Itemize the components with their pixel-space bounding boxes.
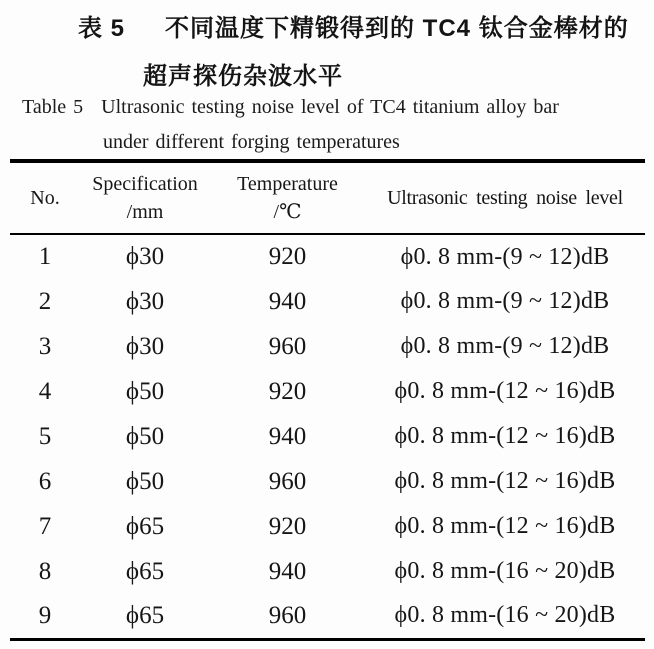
table-row xyxy=(10,504,645,549)
cell-specification: ϕ65 xyxy=(125,512,165,540)
table-header xyxy=(10,161,645,234)
table-title-english-text: Ultrasonic testing noise level of TC4 titanium alloy bar xyxy=(101,96,559,118)
cell-temperature: 960 xyxy=(268,601,307,629)
col-header-temperature xyxy=(210,161,365,234)
data-table xyxy=(10,159,645,641)
col-header-no xyxy=(10,161,80,234)
cell-noise-level: ϕ0. 8 mm-(16 ~ 20)dB xyxy=(394,602,616,629)
cell-specification: ϕ30 xyxy=(125,287,165,315)
cell-specification: ϕ65 xyxy=(125,601,165,629)
cell-temperature: 940 xyxy=(268,557,307,585)
cell-specification: ϕ65 xyxy=(125,557,165,585)
cell-no: 7 xyxy=(38,512,52,540)
cell-noise-level: ϕ0. 8 mm-(9 ~ 12)dB xyxy=(400,288,610,314)
cell-no: 3 xyxy=(38,332,52,360)
cell-temperature: 920 xyxy=(268,377,307,405)
col-header-specification-unit: /mm xyxy=(126,201,164,223)
cell-no: 2 xyxy=(38,287,52,315)
cell-temperature: 960 xyxy=(268,467,307,495)
cell-specification: ϕ50 xyxy=(125,467,165,495)
table-row xyxy=(10,369,645,414)
cell-noise-level: ϕ0. 8 mm-(12 ~ 16)dB xyxy=(394,513,616,539)
col-header-noise-level xyxy=(365,161,645,234)
table-body xyxy=(10,234,645,639)
cell-specification: ϕ30 xyxy=(125,243,165,270)
table-row xyxy=(10,234,645,279)
table-row xyxy=(10,549,645,594)
col-header-specification-label: Specification xyxy=(92,173,198,195)
col-header-temperature-label: Temperature xyxy=(237,173,338,195)
header-row xyxy=(10,161,645,234)
col-header-specification xyxy=(80,161,210,234)
cell-specification: ϕ30 xyxy=(125,332,165,360)
cell-no: 8 xyxy=(38,557,52,585)
cell-noise-level: ϕ0. 8 mm-(12 ~ 16)dB xyxy=(394,378,616,404)
cell-noise-level: ϕ0. 8 mm-(12 ~ 16)dB xyxy=(394,423,616,449)
cell-no: 4 xyxy=(38,377,52,405)
cell-noise-level: ϕ0. 8 mm-(12 ~ 16)dB xyxy=(394,468,616,494)
table-row xyxy=(10,594,645,639)
cell-specification: ϕ50 xyxy=(125,422,165,450)
cell-temperature: 920 xyxy=(268,243,307,270)
table-row xyxy=(10,324,645,369)
cell-temperature: 960 xyxy=(268,332,307,360)
cell-temperature: 920 xyxy=(268,512,307,540)
table-number-label-chinese: 表 5 xyxy=(78,15,126,42)
col-header-temperature-unit: /℃ xyxy=(273,201,302,223)
table-title-chinese-text: 不同温度下精锻得到的 TC4 钛合金棒材的 xyxy=(165,15,629,42)
table-title-english-line2: under different forging temperatures xyxy=(103,131,400,153)
table-title-chinese-line1 xyxy=(78,8,629,43)
cell-no: 1 xyxy=(38,243,52,270)
table-row xyxy=(10,279,645,324)
col-header-no-label: No. xyxy=(30,187,60,209)
cell-specification: ϕ50 xyxy=(125,377,165,405)
table-number-label-english: Table 5 xyxy=(22,96,84,118)
cell-noise-level: ϕ0. 8 mm-(9 ~ 12)dB xyxy=(400,243,610,270)
table-row xyxy=(10,459,645,504)
cell-temperature: 940 xyxy=(268,287,307,315)
table-row xyxy=(10,414,645,459)
cell-noise-level: ϕ0. 8 mm-(16 ~ 20)dB xyxy=(394,558,616,584)
table-title-chinese-line2: 超声探伤杂波水平 xyxy=(143,63,343,90)
cell-temperature: 940 xyxy=(268,422,307,450)
cell-noise-level: ϕ0. 8 mm-(9 ~ 12)dB xyxy=(400,333,610,359)
cell-no: 5 xyxy=(38,422,52,450)
cell-no: 9 xyxy=(38,601,52,629)
col-header-noise-level-label: Ultrasonic testing noise level xyxy=(387,187,623,209)
cell-no: 6 xyxy=(38,467,52,495)
table-title-english-line1 xyxy=(22,96,559,119)
